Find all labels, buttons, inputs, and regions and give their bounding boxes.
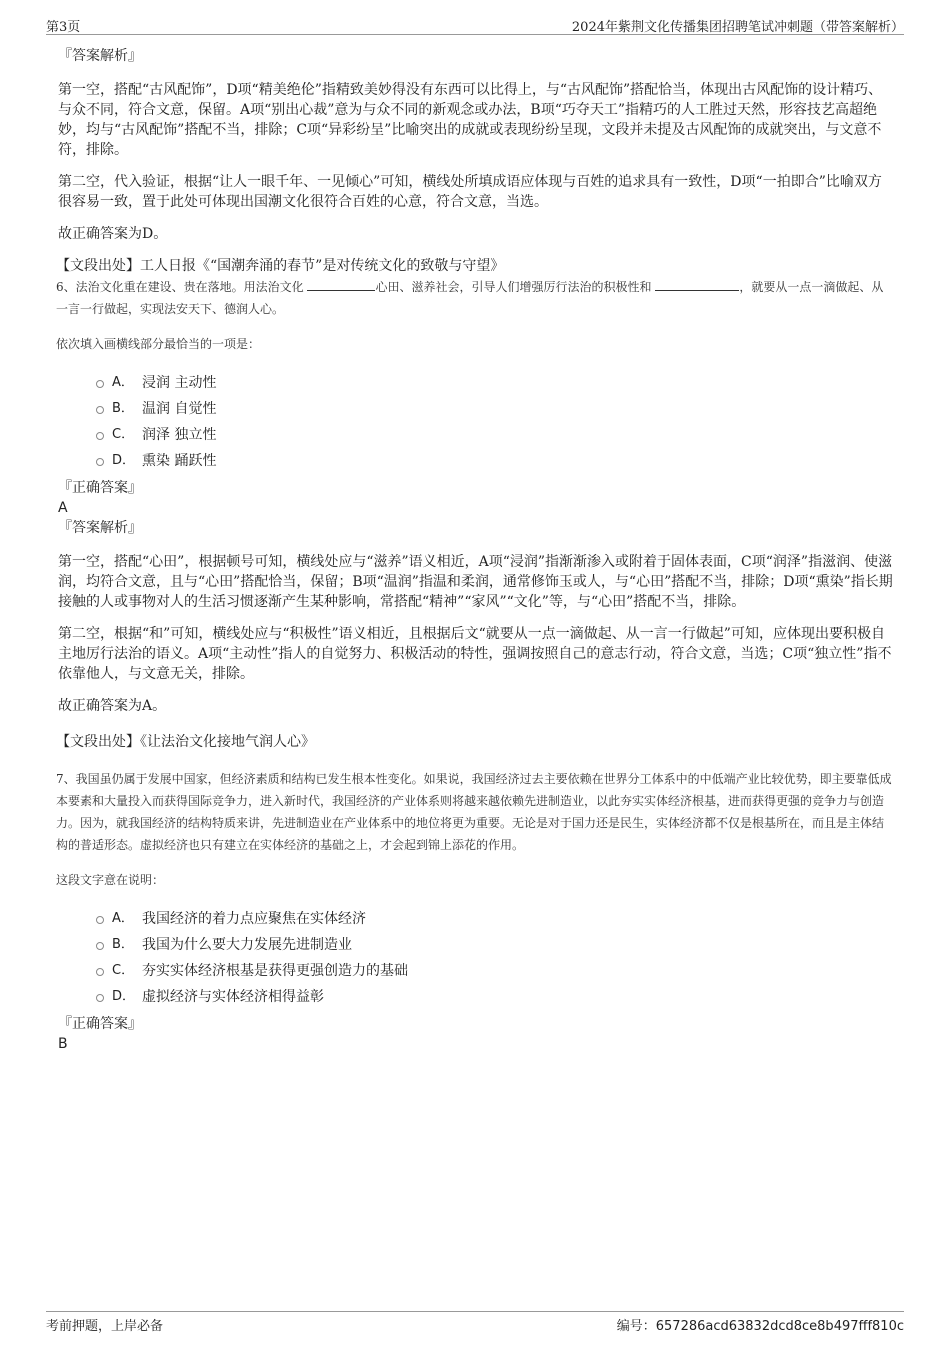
radio-icon[interactable] bbox=[96, 458, 104, 466]
analysis-label: 『答案解析』 bbox=[58, 520, 142, 536]
page-number: 第3页 bbox=[46, 20, 81, 35]
q6-answer: A bbox=[58, 500, 68, 516]
analysis-label: 『答案解析』 bbox=[58, 48, 142, 64]
radio-icon[interactable] bbox=[96, 432, 104, 440]
q7-option-a[interactable]: A． 我国经济的着力点应聚焦在实体经济 bbox=[96, 906, 894, 932]
q6-stem-part-a: 6、法治文化重在建设、贵在落地。用法治文化 bbox=[56, 280, 304, 294]
q7-option-c[interactable]: C． 夯实实体经济根基是获得更强创造力的基础 bbox=[96, 958, 894, 984]
q7-stem: 7、我国虽仍属于发展中国家，但经济素质和结构已发生根本性变化。如果说，我国经济过去主要依赖在世界分工体系中的中低端产业比较优势，即主要靠低成本要素和大量投入而获得国际竞争力，进入新时代，我国经济的产业体系则将越来越依赖先进制造业，以此夯实实体经济根基，进而获得更强的竞争力与创造力。因为，就我国经济的结构特质来讲，先进制造业在产业体系中的地位将更为重要。无论是对于国力还是民生，实体经济都不仅是根基所在，而且是主体结构的普适形态。虚拟经济也只有建立在实体经济的基础之上，才会起到锦上添花的作用。 bbox=[56, 772, 892, 852]
page-content bbox=[56, 46, 894, 1054]
q6-option-a[interactable]: A． 浸润 主动性 bbox=[96, 370, 894, 396]
radio-icon[interactable] bbox=[96, 916, 104, 924]
q5-analysis-p2: 第二空，代入验证，根据“让人一眼千年、一见倾心”可知，横线处所填成语应体现与百姓的追求具有一致性，D项“一拍即合”比喻双方很容易一致，置于此处可体现出国潮文化很符合百姓的心意，符合文意，当选。 bbox=[58, 174, 882, 210]
q6-options bbox=[96, 370, 894, 474]
q7-option-d[interactable]: D． 虚拟经济与实体经济相得益彰 bbox=[96, 984, 894, 1010]
radio-icon[interactable] bbox=[96, 994, 104, 1002]
q6-stem-part-b: 心田、滋养社会，引导人们增强厉行法治的积极性和 bbox=[375, 280, 652, 294]
q6-option-c[interactable]: C． 润泽 独立性 bbox=[96, 422, 894, 448]
q7-options bbox=[96, 906, 894, 1010]
q6-ask: 依次填入画横线部分最恰当的一项是： bbox=[56, 337, 261, 351]
q7-option-b[interactable]: B． 我国为什么要大力发展先进制造业 bbox=[96, 932, 894, 958]
document-serial: 编号：657286acd63832dcd8ce8b497fff810c bbox=[616, 1319, 904, 1334]
q7-answer: B bbox=[58, 1036, 68, 1052]
q6-analysis-p2: 第二空，根据“和”可知，横线处应与“积极性”语义相近，且根据后文“就要从一点一滴做起、从一言一行做起”可知，应体现出要积极自主地厉行法治的语义。A项“主动性”指人的自觉努力、积极活动的特性，强调按照自己的意志行动，符合文意，当选；C项“独立性”指不依靠他人，与文意无关，排除。 bbox=[58, 626, 892, 682]
q5-analysis-p3: 故正确答案为D。 bbox=[58, 226, 168, 242]
correct-answer-label: 『正确答案』 bbox=[58, 480, 142, 496]
radio-icon[interactable] bbox=[96, 942, 104, 950]
radio-icon[interactable] bbox=[96, 968, 104, 976]
q7-ask: 这段文字意在说明： bbox=[56, 873, 165, 887]
q6-analysis-p3: 故正确答案为A。 bbox=[58, 698, 167, 714]
q6-option-d[interactable]: D． 熏染 踊跃性 bbox=[96, 448, 894, 474]
footer-slogan: 考前押题，上岸必备 bbox=[46, 1319, 164, 1334]
q5-source: 【文段出处】工人日报《“国潮奔涌的春节”是对传统文化的致敬与守望》 bbox=[56, 258, 505, 274]
q6-stem bbox=[56, 276, 894, 320]
q6-analysis-p1: 第一空，搭配“心田”，根据顿号可知，横线处应与“滋养”语义相近，A项“浸润”指渐渐渗入或附着于固体表面，C项“润泽”指滋润、使滋润，均符合文意，且与“心田”搭配恰当，保留；B项“温润”指温和柔润，通常修饰玉或人，与“心田”搭配不当，排除；D项“熏染”指长期接触的人或事物对人的生活习惯逐渐产生某种影响，常搭配“精神”“家风”“文化”等，与“心田”搭配不当，排除。 bbox=[58, 554, 893, 610]
q6-source: 【文段出处】《让法治文化接地气润人心》 bbox=[56, 734, 315, 750]
q6-stem-part-c: ，就要从一点一滴做起、从一言一行做起，实现法安天下、德润人心。 bbox=[56, 280, 884, 316]
page-footer bbox=[46, 1311, 904, 1334]
q6-blank-2 bbox=[655, 278, 739, 291]
document-title: 2024年紫荆文化传播集团招聘笔试冲刺题（带答案解析） bbox=[571, 20, 904, 35]
q6-option-b[interactable]: B． 温润 自觉性 bbox=[96, 396, 894, 422]
q5-analysis-p1: 第一空，搭配“古风配饰”，D项“精美绝伦”指精致美妙得没有东西可以比得上，与“古风配饰”搭配恰当，体现出古风配饰的设计精巧、与众不同，符合文意，保留。A项“别出心裁”意为与众不同的新观念或办法，B项“巧夺天工”指精巧的人工胜过天然，形容技艺高超绝妙，均与“古风配饰”搭配不当，排除；C项“异彩纷呈”比喻突出的成就或表现纷纷呈现，文段并未提及古风配饰的成就突出，与文意不符，排除。 bbox=[58, 82, 883, 158]
page-header bbox=[46, 14, 904, 35]
radio-icon[interactable] bbox=[96, 380, 104, 388]
radio-icon[interactable] bbox=[96, 406, 104, 414]
q6-blank-1 bbox=[307, 278, 375, 291]
correct-answer-label: 『正确答案』 bbox=[58, 1016, 142, 1032]
